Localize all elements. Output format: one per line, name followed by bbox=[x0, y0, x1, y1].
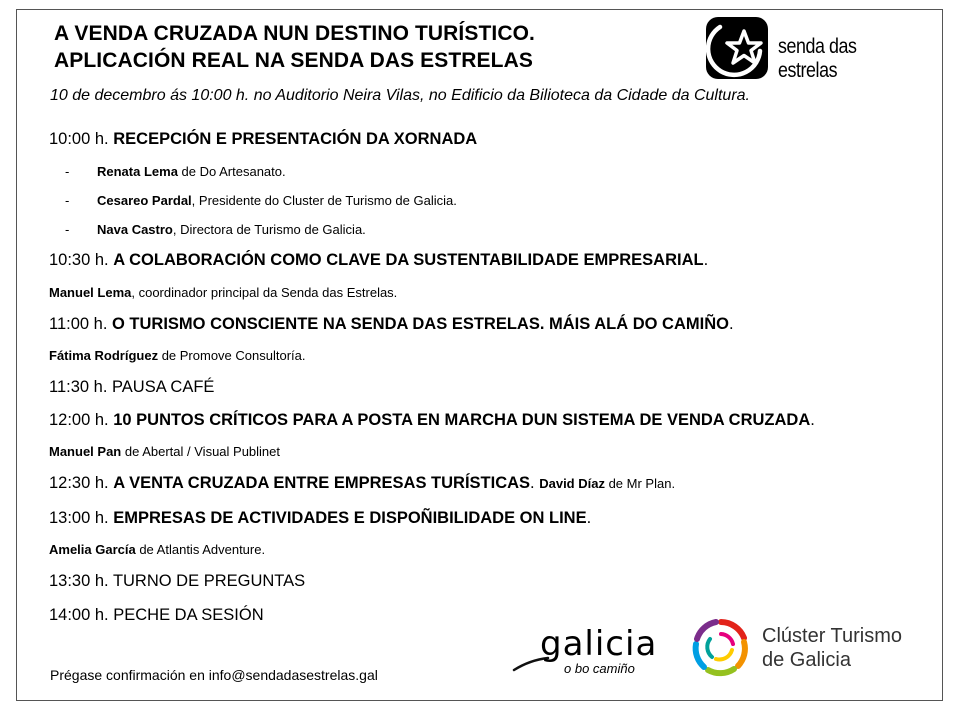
speaker-role: , coordinador principal da Senda das Estrelas. bbox=[131, 285, 398, 300]
speaker-row bbox=[49, 284, 397, 301]
agenda-time: 10:30 h. bbox=[49, 251, 109, 269]
speaker-role: de Mr Plan. bbox=[604, 476, 676, 491]
agenda-item: 10:30 h. A COLABORACIÓN COMO CLAVE DA SUSTENTABILIDADE EMPRESARIAL. bbox=[49, 251, 709, 269]
cluster-swirl-icon bbox=[688, 614, 754, 680]
agenda-time: 14:00 h. bbox=[49, 606, 109, 624]
agenda-title: A VENTA CRUZADA ENTRE EMPRESAS TURÍSTICAS bbox=[113, 474, 531, 492]
agenda-title: TURNO DE PREGUNTAS bbox=[112, 572, 306, 590]
cluster-name-line-1: Clúster Turismo bbox=[762, 625, 903, 647]
list-dash: - bbox=[65, 193, 70, 208]
speaker-name: Amelia García bbox=[49, 542, 136, 557]
speaker-row bbox=[49, 192, 457, 209]
speaker-name: David Díaz bbox=[539, 476, 605, 491]
speaker-row bbox=[49, 163, 286, 180]
speaker-row bbox=[49, 347, 305, 364]
senda-das-estrelas-logo bbox=[706, 17, 931, 82]
senda-star-icon bbox=[706, 17, 768, 79]
event-details: 10 de decembro ás 10:00 h. no Auditorio Neira Vilas, no Edificio da Bilioteca da Cidade da Cultura. bbox=[50, 87, 750, 104]
agenda-item bbox=[49, 571, 305, 591]
confirmation-note: Prégase confirmación en info@sendadasestrelas.gal bbox=[50, 667, 378, 683]
agenda-item bbox=[49, 129, 477, 149]
agenda-item: 12:00 h. 10 PUNTOS CRÍTICOS PARA A POSTA EN MARCHA DUN SISTEMA DE VENDA CRUZADA. bbox=[49, 411, 815, 429]
speaker-name: Cesareo Pardal bbox=[97, 193, 192, 208]
agenda-time: 12:00 h. bbox=[49, 411, 109, 429]
agenda-title: EMPRESAS DE ACTIVIDADES E DISPOÑIBILIDADE ON LINE bbox=[113, 509, 587, 527]
agenda-time: 11:00 h. bbox=[49, 315, 108, 333]
list-dash: - bbox=[65, 222, 70, 237]
galicia-wordmark: galicia bbox=[540, 624, 658, 664]
cluster-turismo-logo bbox=[688, 614, 938, 680]
agenda-item: 12:30 h. A VENTA CRUZADA ENTRE EMPRESAS TURÍSTICAS. David Díaz de Mr Plan. bbox=[49, 474, 676, 492]
agenda-title: O TURISMO CONSCIENTE NA SENDA DAS ESTRELAS. MÁIS ALÁ DO CAMIÑO bbox=[112, 315, 729, 333]
agenda-time: 11:30 h. bbox=[49, 378, 108, 396]
agenda-title: PECHE DA SESIÓN bbox=[113, 606, 264, 624]
senda-brand-text: senda das estrelas bbox=[778, 35, 857, 82]
agenda-item: 11:00 h. O TURISMO CONSCIENTE NA SENDA DAS ESTRELAS. MÁIS ALÁ DO CAMIÑO. bbox=[49, 315, 734, 333]
page-title bbox=[54, 20, 535, 74]
speaker-name: Renata Lema bbox=[97, 164, 178, 179]
speaker-role: de Atlantis Adventure. bbox=[135, 542, 266, 557]
speaker-role: , Presidente do Cluster de Turismo de Galicia. bbox=[191, 193, 457, 208]
agenda-title: 10 PUNTOS CRÍTICOS PARA A POSTA EN MARCHA DUN SISTEMA DE VENDA CRUZADA bbox=[113, 411, 811, 429]
cluster-name-line-2: de Galicia bbox=[762, 649, 851, 671]
speaker-name: Nava Castro bbox=[97, 222, 173, 237]
speaker-role: de Abertal / Visual Publinet bbox=[121, 444, 281, 459]
speaker-row bbox=[49, 541, 265, 558]
cluster-name bbox=[762, 624, 902, 672]
agenda-item bbox=[49, 377, 214, 397]
speaker-row bbox=[49, 221, 366, 238]
galicia-logo bbox=[512, 624, 662, 678]
title-line-1: A VENDA CRUZADA NUN DESTINO TURÍSTICO. bbox=[54, 22, 535, 45]
agenda-title: PAUSA CAFÉ bbox=[112, 378, 215, 396]
speaker-name: Manuel Pan bbox=[49, 444, 122, 459]
speaker-role: , Directora de Turismo de Galicia. bbox=[172, 222, 366, 237]
galicia-tagline: o bo camiño bbox=[564, 661, 635, 676]
agenda-time: 10:00 h. bbox=[49, 130, 109, 148]
agenda-time: 13:30 h. bbox=[49, 572, 109, 590]
speaker-role: de Promove Consultoría. bbox=[158, 348, 306, 363]
agenda-item: 13:00 h. EMPRESAS DE ACTIVIDADES E DISPOÑIBILIDADE ON LINE. bbox=[49, 509, 592, 527]
agenda-title: RECEPCIÓN E PRESENTACIÓN DA XORNADA bbox=[113, 130, 478, 148]
list-dash: - bbox=[65, 164, 70, 179]
agenda-time: 12:30 h. bbox=[49, 474, 109, 492]
speaker-role: de Do Artesanato. bbox=[177, 164, 286, 179]
speaker-name: Manuel Lema bbox=[49, 285, 132, 300]
agenda-title: A COLABORACIÓN COMO CLAVE DA SUSTENTABILIDADE EMPRESARIAL bbox=[113, 251, 704, 269]
title-line-2: APLICACIÓN REAL NA SENDA DAS ESTRELAS bbox=[54, 49, 533, 72]
agenda-time: 13:00 h. bbox=[49, 509, 109, 527]
speaker-name: Fátima Rodríguez bbox=[49, 348, 159, 363]
speaker-row bbox=[49, 443, 280, 460]
agenda-item bbox=[49, 605, 264, 625]
